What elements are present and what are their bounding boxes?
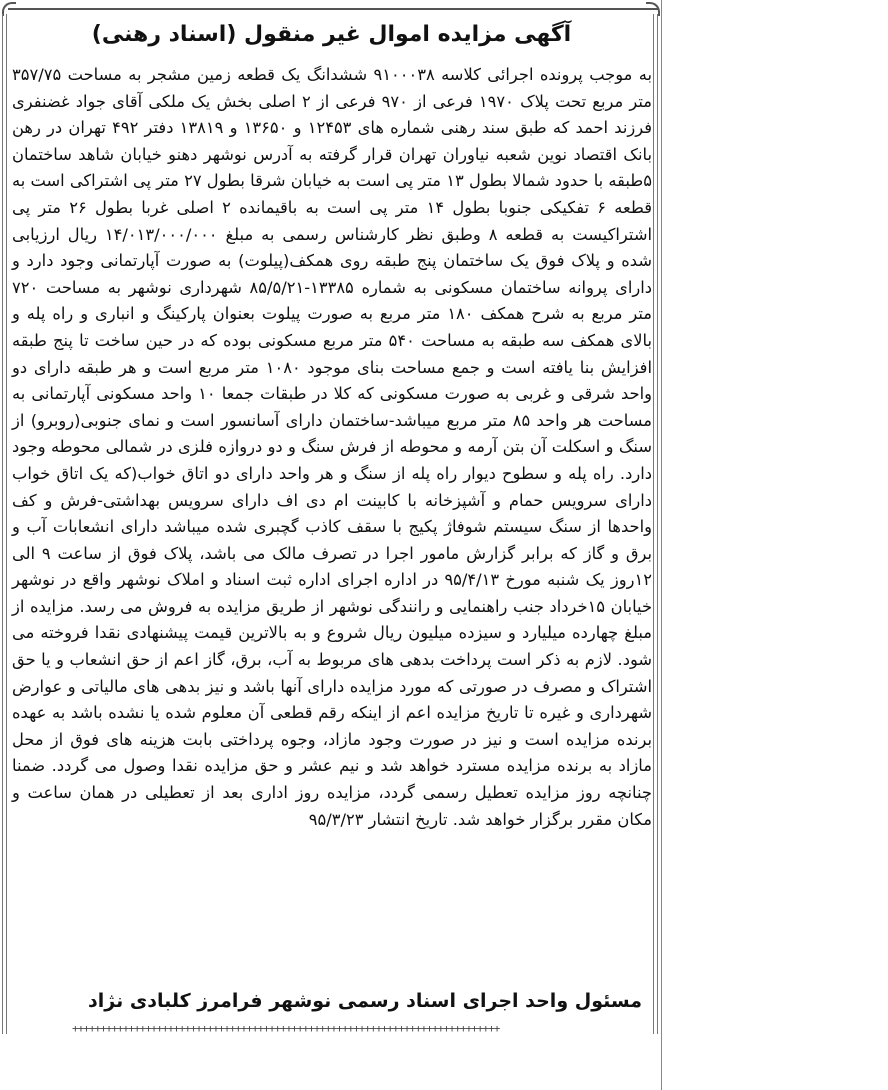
notice-signature: مسئول واحد اجرای اسناد رسمی نوشهر فرامرز کلبادی نژاد — [88, 990, 642, 1012]
frame-left-rule — [2, 14, 3, 1034]
frame-top-rule — [8, 8, 658, 10]
notice-body — [12, 62, 652, 833]
notice-body-paragraph: به موجب پرونده اجرائی کلاسه ۹۱۰۰۰۳۸ ششدانگ یک قطعه زمین مشجر به مساحت ۳۵۷/۷۵ متر مربع تحت پلاک ۱۹۷۰ فرعی از ۹۷۰ فرعی از ۲ اصلی بخش یک ملکی آقای جواد غضنفری فرزند احمد که طبق سند رهنی شماره های ۱۲۴۵۳ و ۱۳۶۵۰ و ۱۳۸۱۹ دفتر ۴۹۲ تهران در رهن بانک اقتصاد نوین شعبه نیاوران تهران قرار گرفته به آدرس نوشهر دهنو خیابان شاهد ساختمان ۵طبقه با حدود شمالا بطول ۱۳ متر پی است به خیابان شرقا بطول ۲۷ متر پی اشتراکی است به قطعه ۶ تفکیکی جنوبا بطول ۱۴ متر پی است به باقیمانده ۲ اصلی غربا بطول ۲۶ متر پی اشتراکیست به قطعه ۸ وطبق نظر کارشناس رسمی به مبلغ ۱۴/۰۱۳/۰۰۰/۰۰۰ ریال ارزیابی شده و پلاک فوق یک ساختمان پنج طبقه روی همکف(پیلوت) به صورت آپارتمانی وجود دارد و دارای پروانه ساختمان مسکونی به شماره ۱۳۳۸۵-۸۵/۵/۲۱ شهرداری نوشهر به مساحت ۷۲۰ متر مربع به شرح همکف ۱۸۰ متر مربع به صورت پیلوت بعنوان پارکینگ و انباری و راه پله و بالای همکف سه طبقه به مساحت ۵۴۰ متر مربع مسکونی بوده که در حین ساخت تا پنج طبقه افزایش بنا یافته است و جمع مساحت بنای موجود ۱۰۸۰ متر مربع است و هر طبقه دارای دو واحد شرقی و غربی به صورت مسکونی که کلا در طبقات جمعا ۱۰ واحد مسکونی آپارتمانی به مساحت هر واحد ۸۵ متر مربع میباشد-ساختمان دارای آسانسور است و نمای جنوبی(روبرو) از سنگ و اسکلت آن بتن آرمه و محوطه از فرش سنگ و دو دروازه فلزی در شمالی محوطه وجود دارد. راه پله و سطوح دیوار راه پله از سنگ و هر واحد دارای دو اتاق خواب(که یک اتاق خواب دارای سرویس حمام و آشپزخانه با کابینت ام دی اف دارای سرویس بهداشتی-فرش و کف واحدها از سنگ سیستم شوفاژ پکیج با سقف کاذب گچبری شده میباشد دارای انشعابات آب و برق و گاز که برابر گزارش مامور اجرا در تصرف مالک می باشد، پلاک فوق از ساعت ۹ الی ۱۲روز یک شنبه مورخ ۹۵/۴/۱۳ در اداره اجرای اداره ثبت اسناد و املاک نوشهر واقع در نوشهر خیابان ۱۵خرداد جنب راهنمایی و رانندگی نوشهر از طریق مزایده به فروش می رسد. مزایده از مبلغ چهارده میلیارد و سیزده میلیون ریال شروع و به بالاترین قیمت پیشنهادی نقدا فروخته می شود. لازم به ذکر است پرداخت بدهی های مربوط به آب، برق، گاز اعم از حق انشعاب و یا حق اشتراک و مصرف در صورتی که مورد مزایده دارای آنها باشد و نیز بدهی های مالیاتی و عوارض شهرداری و غیره تا تاریخ مزایده اعم از اینکه رقم قطعی آن معلوم شده یا نشده باشد به عهده برنده مزایده است و نیز در صورت وجود مازاد، وجوه پرداختی بابت هزینه های فوق از محل مازاد به برنده مزایده مسترد خواهد شد و نیم عشر و حق مزایده نقدا وصول می گردد. ضمنا چنانچه روز مزایده تعطیل رسمی گردد، مزایده روز اداری بعد از تعطیلی در همان ساعت و مکان مقرر برگزار خواهد شد. تاریخ انتشار ۹۵/۳/۲۳ — [12, 65, 653, 829]
frame-right-rule — [657, 14, 658, 1034]
plus-separator: ++++++++++++++++++++++++++++++++++++++++++++++++++++++++++++++++++++++++++++ — [72, 1022, 500, 1035]
frame-right-inner-rule — [653, 14, 654, 1034]
frame-left-inner-rule — [6, 14, 7, 1034]
notice-title: آگهی مزایده اموال غیر منقول (اسناد رهنی) — [91, 22, 572, 47]
